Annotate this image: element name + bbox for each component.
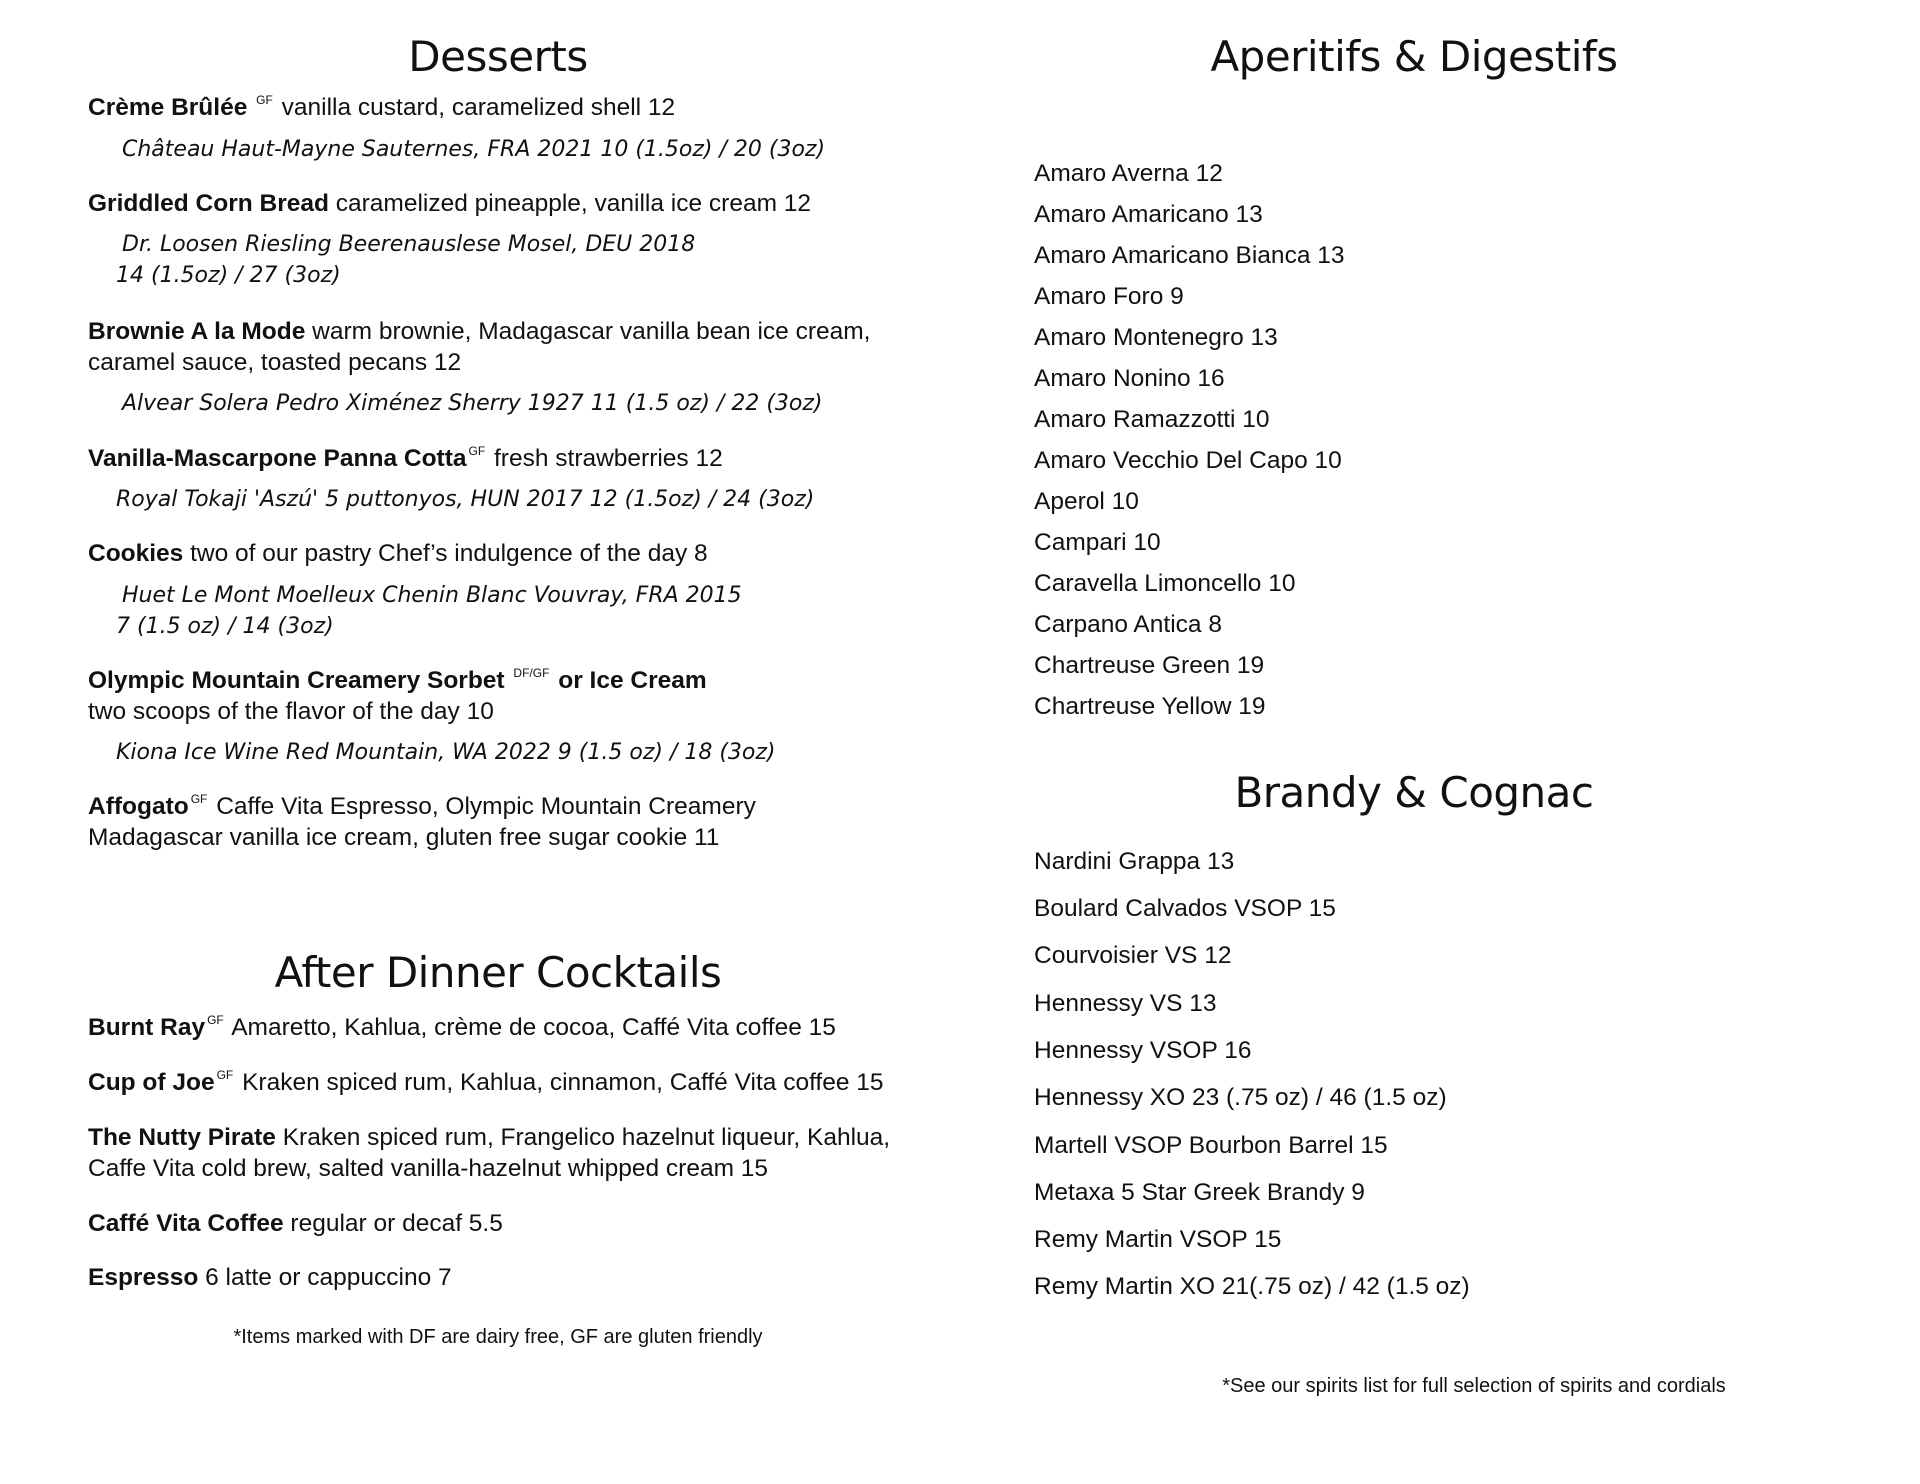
dietary-tag: GF (216, 1068, 234, 1082)
cocktail-desc: regular or decaf 5.5 (290, 1210, 503, 1237)
aperitif-item: Amaro Vecchio Del Capo 10 (1034, 447, 1342, 474)
cocktail-name: Espresso (88, 1264, 199, 1291)
brandy-item: Martell VSOP Bourbon Barrel 15 (1034, 1132, 1388, 1159)
dessert-desc-line2: caramel sauce, toasted pecans 12 (88, 349, 462, 376)
dessert-name: Olympic Mountain Creamery Sorbet (88, 667, 505, 694)
dessert-item (88, 665, 707, 697)
aperitif-item: Amaro Amaricano 13 (1034, 201, 1263, 228)
dessert-item (88, 316, 870, 348)
desserts-heading: Desserts (408, 32, 588, 81)
dessert-desc-line2: Madagascar vanilla ice cream, gluten free sugar cookie 11 (88, 824, 720, 851)
dessert-name-suffix: or Ice Cream (558, 667, 707, 694)
brandy-item: Remy Martin XO 21(.75 oz) / 42 (1.5 oz) (1034, 1273, 1470, 1300)
aperitif-item: Campari 10 (1034, 529, 1161, 556)
cocktail-item (88, 1208, 503, 1240)
brandy-item: Hennessy VS 13 (1034, 990, 1217, 1017)
brandy-item: Nardini Grappa 13 (1034, 848, 1235, 875)
cocktail-desc: Kraken spiced rum, Frangelico hazelnut liqueur, Kahlua, (282, 1124, 891, 1151)
aperitif-item: Chartreuse Yellow 19 (1034, 693, 1266, 720)
aperitif-item: Chartreuse Green 19 (1034, 652, 1265, 679)
dessert-desc: vanilla custard, caramelized shell 12 (281, 94, 676, 121)
dessert-name: Vanilla-Mascarpone Panna Cotta (88, 445, 467, 472)
cocktail-item (88, 1067, 884, 1099)
wine-pairing: Dr. Loosen Riesling Beerenauslese Mosel, DEU 2018 (122, 232, 696, 257)
aperitif-item: Amaro Averna 12 (1034, 160, 1223, 187)
cocktail-item (88, 1262, 452, 1294)
dietary-footnote: *Items marked with DF are dairy free, GF are gluten friendly (233, 1326, 763, 1348)
cocktail-item (88, 1012, 836, 1044)
dietary-tag: GF (207, 1013, 224, 1027)
cocktail-name: Burnt Ray (88, 1014, 206, 1041)
brandy-heading: Brandy & Cognac (1234, 768, 1594, 817)
aperitif-item: Aperol 10 (1034, 488, 1139, 515)
dessert-name: Brownie A la Mode (88, 318, 306, 345)
dietary-tag: GF (190, 792, 208, 806)
brandy-list (1034, 848, 1794, 1308)
dessert-desc: Caffe Vita Espresso, Olympic Mountain Creamery (216, 793, 756, 820)
dessert-name: Crème Brûlée (88, 94, 248, 121)
wine-pairing: Alvear Solera Pedro Ximénez Sherry 1927 11 (1.5 oz) / 22 (3oz) (122, 391, 823, 416)
dessert-desc-line2: two scoops of the flavor of the day 10 (88, 698, 494, 725)
brandy-item: Metaxa 5 Star Greek Brandy 9 (1034, 1179, 1365, 1206)
wine-pairing: Kiona Ice Wine Red Mountain, WA 2022 9 (1.5 oz) / 18 (3oz) (116, 740, 776, 765)
wine-pairing: Royal Tokaji 'Aszú' 5 puttonyos, HUN 2017 12 (1.5oz) / 24 (3oz) (116, 487, 815, 512)
wine-pairing-price: 14 (1.5oz) / 27 (3oz) (116, 263, 341, 288)
cocktail-name: Caffé Vita Coffee (88, 1210, 284, 1237)
dessert-name: Cookies (88, 540, 184, 567)
brandy-item: Hennessy XO 23 (.75 oz) / 46 (1.5 oz) (1034, 1084, 1447, 1111)
spirits-footnote: *See our spirits list for full selection of spirits and cordials (1222, 1375, 1726, 1397)
cocktails-heading: After Dinner Cocktails (274, 948, 722, 997)
cocktail-desc: Kraken spiced rum, Kahlua, cinnamon, Caffé Vita coffee 15 (242, 1069, 884, 1096)
dessert-item (88, 791, 756, 823)
aperitif-item: Amaro Montenegro 13 (1034, 324, 1278, 351)
dessert-desc: warm brownie, Madagascar vanilla bean ice cream, (305, 318, 871, 345)
dessert-name: Affogato (88, 793, 189, 820)
dessert-desc: two of our pastry Chef’s indulgence of the day 8 (183, 540, 708, 567)
brandy-item: Courvoisier VS 12 (1034, 942, 1232, 969)
aperitif-item: Caravella Limoncello 10 (1034, 570, 1296, 597)
aperitif-item: Amaro Foro 9 (1034, 283, 1184, 310)
dessert-name: Griddled Corn Bread (88, 190, 329, 217)
cocktail-name: The Nutty Pirate (88, 1124, 276, 1151)
cocktail-item (88, 1122, 890, 1154)
dietary-tag: DF/GF (513, 666, 550, 680)
aperitifs-heading: Aperitifs & Digestifs (1210, 32, 1618, 81)
cocktail-desc-line2: Caffe Vita cold brew, salted vanilla-hazelnut whipped cream 15 (88, 1155, 769, 1182)
aperitif-item: Amaro Ramazzotti 10 (1034, 406, 1270, 433)
cocktail-desc: Amaretto, Kahlua, crème de cocoa, Caffé Vita coffee 15 (231, 1014, 836, 1041)
dietary-tag: GF (468, 444, 486, 458)
dessert-item (88, 443, 723, 475)
wine-pairing-price: 7 (1.5 oz) / 14 (3oz) (116, 614, 334, 639)
brandy-item: Remy Martin VSOP 15 (1034, 1226, 1282, 1253)
brandy-item: Hennessy VSOP 16 (1034, 1037, 1252, 1064)
aperitifs-list (1034, 160, 1794, 740)
dessert-desc: fresh strawberries 12 (493, 445, 723, 472)
aperitif-item: Amaro Nonino 16 (1034, 365, 1225, 392)
dessert-desc: caramelized pineapple, vanilla ice cream 12 (335, 190, 812, 217)
dietary-tag: GF (256, 93, 273, 107)
cocktail-name: Cup of Joe (88, 1069, 215, 1096)
wine-pairing: Château Haut-Mayne Sauternes, FRA 2021 10 (1.5oz) / 20 (3oz) (122, 137, 826, 162)
aperitif-item: Amaro Amaricano Bianca 13 (1034, 242, 1345, 269)
cocktail-desc: 6 latte or cappuccino 7 (198, 1264, 452, 1291)
dessert-item (88, 538, 708, 570)
dessert-item (88, 188, 811, 220)
wine-pairing: Huet Le Mont Moelleux Chenin Blanc Vouvray, FRA 2015 (122, 583, 742, 608)
brandy-item: Boulard Calvados VSOP 15 (1034, 895, 1336, 922)
dessert-item (88, 92, 675, 124)
aperitif-item: Carpano Antica 8 (1034, 611, 1222, 638)
